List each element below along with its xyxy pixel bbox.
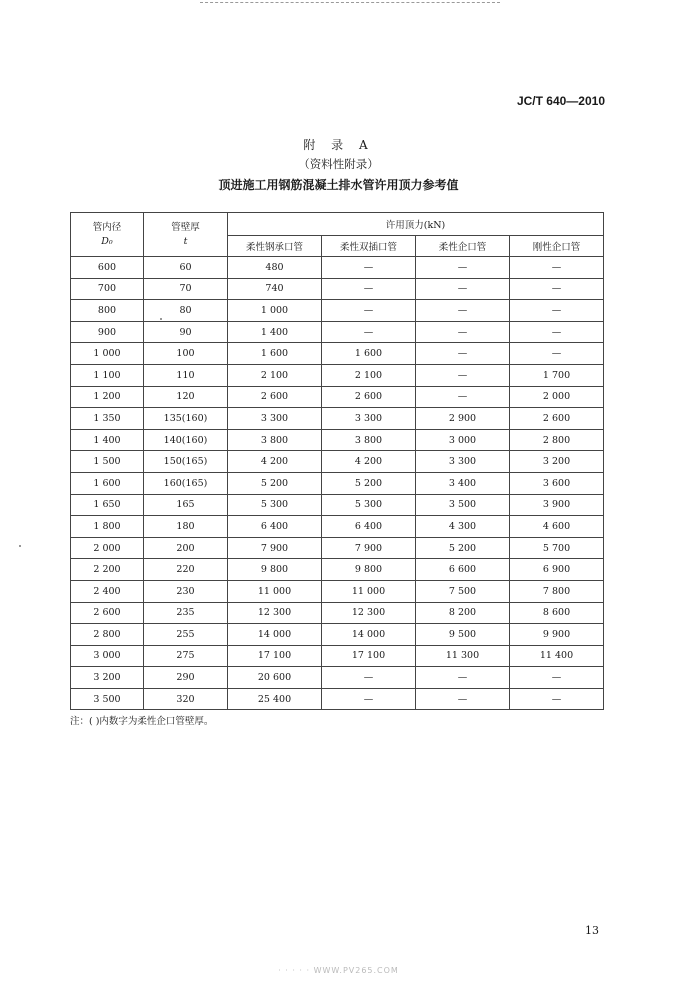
cell-force-double-spigot: 7 900: [322, 537, 416, 559]
cell-force-steel-socket: 2 100: [228, 364, 322, 386]
cell-force-flexible-tongue: —: [416, 364, 510, 386]
cell-wall-thickness: 100: [144, 343, 228, 365]
cell-inner-diameter: 900: [71, 321, 144, 343]
cell-force-flexible-tongue: —: [416, 257, 510, 279]
cell-force-double-spigot: —: [322, 667, 416, 689]
cell-force-steel-socket: 4 200: [228, 451, 322, 473]
cell-inner-diameter: 2 800: [71, 624, 144, 646]
cell-force-rigid-tongue: 1 700: [510, 364, 604, 386]
cell-force-flexible-tongue: 9 500: [416, 624, 510, 646]
cell-force-steel-socket: 6 400: [228, 516, 322, 538]
cell-force-rigid-tongue: —: [510, 688, 604, 710]
cell-force-flexible-tongue: —: [416, 667, 510, 689]
cell-inner-diameter: 1 650: [71, 494, 144, 516]
scan-speck: [160, 318, 162, 320]
table-row: [71, 278, 604, 300]
cell-inner-diameter: 700: [71, 278, 144, 300]
table-row: [71, 537, 604, 559]
cell-force-steel-socket: 5 300: [228, 494, 322, 516]
header-inner-diameter: [71, 213, 144, 257]
table-row: [71, 300, 604, 322]
table-row: [71, 624, 604, 646]
cell-wall-thickness: 320: [144, 688, 228, 710]
cell-force-double-spigot: 2 600: [322, 386, 416, 408]
cell-force-double-spigot: 11 000: [322, 580, 416, 602]
cell-force-double-spigot: 5 300: [322, 494, 416, 516]
cell-force-double-spigot: —: [322, 688, 416, 710]
cell-inner-diameter: 3 500: [71, 688, 144, 710]
table-row: [71, 494, 604, 516]
cell-inner-diameter: 1 500: [71, 451, 144, 473]
cell-force-flexible-tongue: 2 900: [416, 408, 510, 430]
cell-wall-thickness: 230: [144, 580, 228, 602]
cell-force-rigid-tongue: —: [510, 300, 604, 322]
cell-wall-thickness: 80: [144, 300, 228, 322]
cell-force-steel-socket: 25 400: [228, 688, 322, 710]
header-flexible-double-spigot: 柔性双插口管: [322, 236, 416, 257]
header-allowable-force: 许用顶力(kN): [228, 213, 604, 236]
appendix-title: 附 录 A: [303, 138, 374, 152]
cell-force-steel-socket: 20 600: [228, 667, 322, 689]
cell-force-rigid-tongue: —: [510, 667, 604, 689]
cell-force-steel-socket: 9 800: [228, 559, 322, 581]
table-row: [71, 516, 604, 538]
header-wall-thickness-label: 管壁厚: [171, 221, 200, 233]
cell-inner-diameter: 1 350: [71, 408, 144, 430]
top-dashed-rule: [200, 2, 500, 3]
cell-force-rigid-tongue: 5 700: [510, 537, 604, 559]
header-wall-thickness-symbol: t: [183, 235, 188, 247]
cell-force-flexible-tongue: —: [416, 300, 510, 322]
table-title: 顶进施工用钢筋混凝土排水管许用顶力参考值: [218, 178, 459, 192]
cell-wall-thickness: 110: [144, 364, 228, 386]
header-inner-diameter-label: 管内径: [92, 221, 122, 233]
cell-wall-thickness: 220: [144, 559, 228, 581]
table-row: [71, 386, 604, 408]
cell-force-steel-socket: 11 000: [228, 580, 322, 602]
cell-inner-diameter: 2 400: [71, 580, 144, 602]
table-row: [71, 257, 604, 279]
cell-force-flexible-tongue: 4 300: [416, 516, 510, 538]
cell-wall-thickness: 60: [144, 257, 228, 279]
cell-inner-diameter: 1 800: [71, 516, 144, 538]
table-row: [71, 343, 604, 365]
cell-inner-diameter: 1 600: [71, 472, 144, 494]
page-number: 13: [585, 924, 599, 937]
cell-force-flexible-tongue: 8 200: [416, 602, 510, 624]
cell-inner-diameter: 1 100: [71, 364, 144, 386]
allowable-jacking-force-table: [70, 212, 604, 710]
cell-inner-diameter: 1 200: [71, 386, 144, 408]
cell-force-flexible-tongue: 3 500: [416, 494, 510, 516]
cell-force-flexible-tongue: 3 400: [416, 472, 510, 494]
cell-force-double-spigot: —: [322, 321, 416, 343]
cell-force-rigid-tongue: 3 900: [510, 494, 604, 516]
cell-force-steel-socket: 3 800: [228, 429, 322, 451]
cell-inner-diameter: 3 200: [71, 667, 144, 689]
table-footnote: 注：( )内数字为柔性企口管壁厚。: [70, 716, 214, 727]
cell-force-flexible-tongue: —: [416, 343, 510, 365]
header-inner-diameter-symbol: D₀: [101, 235, 113, 247]
cell-force-double-spigot: 14 000: [322, 624, 416, 646]
cell-force-double-spigot: —: [322, 278, 416, 300]
cell-force-flexible-tongue: 7 500: [416, 580, 510, 602]
cell-force-flexible-tongue: 6 600: [416, 559, 510, 581]
table-row: [71, 580, 604, 602]
cell-force-double-spigot: —: [322, 257, 416, 279]
cell-force-rigid-tongue: 6 900: [510, 559, 604, 581]
cell-force-double-spigot: 6 400: [322, 516, 416, 538]
cell-inner-diameter: 2 000: [71, 537, 144, 559]
table-row: [71, 321, 604, 343]
cell-inner-diameter: 800: [71, 300, 144, 322]
cell-force-rigid-tongue: 11 400: [510, 645, 604, 667]
cell-force-rigid-tongue: 2 800: [510, 429, 604, 451]
cell-force-flexible-tongue: —: [416, 278, 510, 300]
cell-wall-thickness: 165: [144, 494, 228, 516]
cell-wall-thickness: 275: [144, 645, 228, 667]
cell-force-steel-socket: 1 400: [228, 321, 322, 343]
table-row: [71, 429, 604, 451]
cell-force-double-spigot: 1 600: [322, 343, 416, 365]
cell-force-flexible-tongue: 5 200: [416, 537, 510, 559]
cell-wall-thickness: 180: [144, 516, 228, 538]
cell-force-rigid-tongue: 3 600: [510, 472, 604, 494]
cell-force-rigid-tongue: 8 600: [510, 602, 604, 624]
cell-inner-diameter: 600: [71, 257, 144, 279]
cell-force-steel-socket: 3 300: [228, 408, 322, 430]
cell-wall-thickness: 70: [144, 278, 228, 300]
cell-wall-thickness: 140(160): [144, 429, 228, 451]
header-rigid-tongue-groove: 刚性企口管: [510, 236, 604, 257]
cell-force-steel-socket: 7 900: [228, 537, 322, 559]
cell-force-steel-socket: 2 600: [228, 386, 322, 408]
cell-force-double-spigot: 4 200: [322, 451, 416, 473]
cell-wall-thickness: 200: [144, 537, 228, 559]
cell-force-flexible-tongue: 3 000: [416, 429, 510, 451]
cell-force-steel-socket: 12 300: [228, 602, 322, 624]
cell-force-rigid-tongue: —: [510, 257, 604, 279]
standard-code: JC/T 640—2010: [516, 94, 605, 108]
cell-wall-thickness: 160(165): [144, 472, 228, 494]
table-row: [71, 688, 604, 710]
cell-force-rigid-tongue: 2 000: [510, 386, 604, 408]
cell-force-double-spigot: —: [322, 300, 416, 322]
cell-force-double-spigot: 3 800: [322, 429, 416, 451]
cell-force-rigid-tongue: —: [510, 278, 604, 300]
cell-force-double-spigot: 12 300: [322, 602, 416, 624]
header-flexible-steel-socket: 柔性钢承口管: [228, 236, 322, 257]
table-row: [71, 667, 604, 689]
table-row: [71, 559, 604, 581]
cell-force-double-spigot: 3 300: [322, 408, 416, 430]
cell-wall-thickness: 135(160): [144, 408, 228, 430]
header-flexible-tongue-groove: 柔性企口管: [416, 236, 510, 257]
cell-force-rigid-tongue: 2 600: [510, 408, 604, 430]
scan-speck: [19, 545, 21, 547]
cell-force-steel-socket: 5 200: [228, 472, 322, 494]
cell-force-double-spigot: 9 800: [322, 559, 416, 581]
cell-wall-thickness: 90: [144, 321, 228, 343]
cell-force-flexible-tongue: —: [416, 688, 510, 710]
cell-force-steel-socket: 17 100: [228, 645, 322, 667]
cell-force-double-spigot: 2 100: [322, 364, 416, 386]
cell-force-rigid-tongue: —: [510, 321, 604, 343]
cell-wall-thickness: 120: [144, 386, 228, 408]
table-row: [71, 408, 604, 430]
table-row: [71, 451, 604, 473]
cell-wall-thickness: 290: [144, 667, 228, 689]
cell-force-double-spigot: 17 100: [322, 645, 416, 667]
cell-force-flexible-tongue: —: [416, 386, 510, 408]
cell-inner-diameter: 2 600: [71, 602, 144, 624]
table-row: [71, 645, 604, 667]
cell-force-flexible-tongue: 11 300: [416, 645, 510, 667]
table-row: [71, 602, 604, 624]
cell-inner-diameter: 2 200: [71, 559, 144, 581]
cell-force-rigid-tongue: 9 900: [510, 624, 604, 646]
cell-force-steel-socket: 1 600: [228, 343, 322, 365]
table-row: [71, 472, 604, 494]
cell-force-steel-socket: 480: [228, 257, 322, 279]
cell-wall-thickness: 255: [144, 624, 228, 646]
cell-force-rigid-tongue: —: [510, 343, 604, 365]
cell-force-steel-socket: 740: [228, 278, 322, 300]
cell-force-double-spigot: 5 200: [322, 472, 416, 494]
cell-force-steel-socket: 1 000: [228, 300, 322, 322]
cell-force-rigid-tongue: 7 800: [510, 580, 604, 602]
cell-wall-thickness: 235: [144, 602, 228, 624]
cell-inner-diameter: 1 000: [71, 343, 144, 365]
header-wall-thickness: [144, 213, 228, 257]
table-row: [71, 364, 604, 386]
cell-inner-diameter: 3 000: [71, 645, 144, 667]
cell-force-steel-socket: 14 000: [228, 624, 322, 646]
cell-wall-thickness: 150(165): [144, 451, 228, 473]
cell-force-rigid-tongue: 3 200: [510, 451, 604, 473]
appendix-note: （资料性附录）: [298, 157, 379, 171]
cell-force-flexible-tongue: —: [416, 321, 510, 343]
cell-inner-diameter: 1 400: [71, 429, 144, 451]
watermark: · · · · · WWW.PV265.COM: [278, 966, 399, 975]
cell-force-rigid-tongue: 4 600: [510, 516, 604, 538]
cell-force-flexible-tongue: 3 300: [416, 451, 510, 473]
